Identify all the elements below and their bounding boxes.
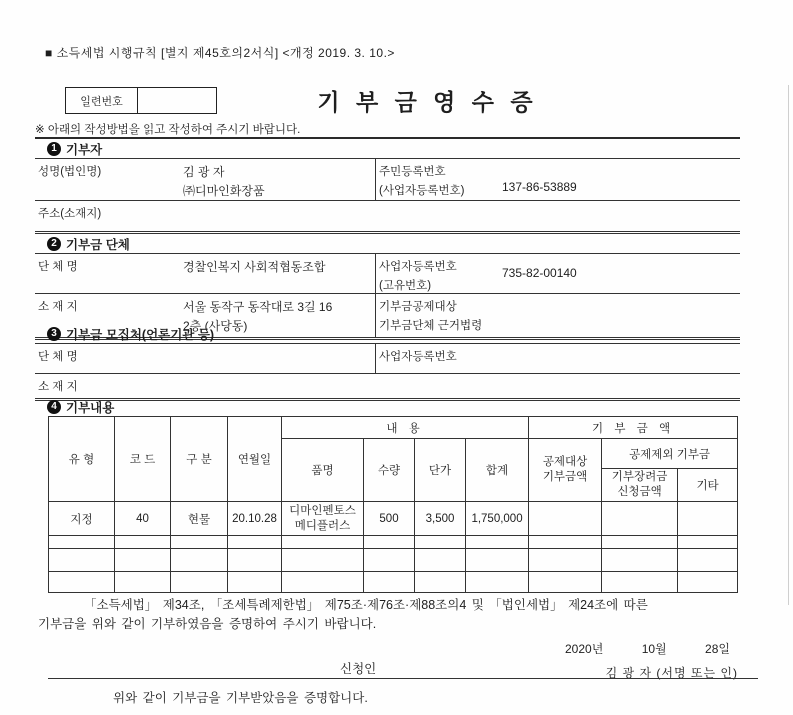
cell-total: [466, 549, 529, 572]
cell-date: [228, 572, 282, 593]
statement-line-1: 「소득세법」 제34조, 「조세특례제한법」 제75조·제76조·제88조의4 및 「법인세법」 제24조에 따른: [84, 598, 648, 612]
organization-name-label: 단 체 명: [38, 261, 78, 273]
cell-total: [466, 572, 529, 593]
cell-type: [49, 536, 115, 549]
col-header-other: 기타: [678, 469, 738, 502]
section-collector-header: [35, 324, 740, 343]
organization-biz-number-label: 사업자등록번호 (고유번호): [379, 261, 457, 292]
section-2-number-icon: 2: [47, 237, 61, 251]
donor-name-value: [183, 159, 265, 200]
donor-reg-number-label: 주민등록번호 (사업자등록번호): [379, 166, 465, 197]
collector-address-label: 소 재 지: [38, 381, 78, 393]
cell-item: [282, 572, 364, 593]
cell-incentive: [602, 536, 678, 549]
section-donor-title: 기부자: [66, 143, 103, 157]
cell-unit-price: 3,500: [415, 502, 466, 536]
col-header-content-group: 내 용: [282, 417, 529, 439]
cell-date: [228, 549, 282, 572]
document-date: [565, 640, 730, 657]
section-3-number-icon: 3: [47, 327, 61, 341]
date-year: 2020년: [565, 642, 604, 656]
cell-deductible: [529, 572, 602, 593]
section-1-number-icon: 1: [47, 142, 61, 156]
col-header-item: 품명: [282, 439, 364, 502]
cell-other: [678, 536, 738, 549]
organization-biz-number-value: 735-82-00140: [502, 266, 577, 280]
cell-quantity: 500: [364, 502, 415, 536]
cell-category: 현물: [171, 502, 228, 536]
section-organization-title: 기부금 단체: [66, 238, 130, 252]
col-header-total: 합계: [466, 439, 529, 502]
section-organization-header: [35, 234, 740, 253]
statement-line-2: 기부금을 위와 같이 기부하였음을 증명하여 주시기 바랍니다.: [38, 616, 377, 631]
collector-biz-number-label: 사업자등록번호: [379, 351, 457, 363]
cell-category: [171, 536, 228, 549]
collector-name-label: 단 체 명: [38, 351, 78, 363]
donor-name-label: 성명(법인명): [38, 166, 102, 178]
section-4-number-icon: 4: [47, 400, 61, 414]
cell-quantity: [364, 549, 415, 572]
section-donor-header: [35, 139, 740, 158]
cell-category: [171, 549, 228, 572]
serial-number-box: [65, 87, 217, 114]
cell-deductible: [529, 502, 602, 536]
cell-deductible: [529, 536, 602, 549]
instruction-note: ※ 아래의 작성방법을 읽고 작성하여 주시기 바랍니다.: [35, 124, 301, 136]
applicant-label: 신청인: [340, 662, 377, 676]
cell-unit-price: [415, 572, 466, 593]
section-collector-title: 기부금 모집처(언론기관 등): [66, 328, 215, 342]
organization-address-label: 소 재 지: [38, 301, 78, 313]
cell-item: 디마인펜토스 메디플러스: [282, 502, 364, 536]
donor-reg-number-value: 137-86-53889: [502, 180, 577, 194]
cell-code: 40: [115, 502, 171, 536]
donor-name-line1: 김 광 자: [183, 165, 225, 179]
organization-name-row: [35, 253, 740, 293]
col-header-type: 유 형: [49, 417, 115, 502]
cell-total: [466, 536, 529, 549]
organization-address-line1: 서울 동작구 동작대로 3길 16: [183, 300, 333, 314]
collector-address-row: [35, 373, 740, 398]
date-month: 10월: [641, 642, 667, 656]
cell-other: [678, 549, 738, 572]
col-header-category: 구 분: [171, 417, 228, 502]
col-header-quantity: 수량: [364, 439, 415, 502]
section-details: [35, 397, 740, 593]
col-header-date: 연월일: [228, 417, 282, 502]
certification-statement: [38, 596, 740, 633]
section-details-title: 기부내용: [66, 401, 115, 415]
cell-quantity: [364, 572, 415, 593]
serial-number-value: [138, 88, 216, 113]
cell-total: 1,750,000: [466, 502, 529, 536]
cell-unit-price: [415, 536, 466, 549]
cell-other: [678, 572, 738, 593]
cell-type: [49, 549, 115, 572]
regulation-line: ■ 소득세법 시행규칙 [별지 제45호의2서식] <개정 2019. 3. 10.>: [45, 46, 395, 60]
cell-category: [171, 572, 228, 593]
cell-other: [678, 502, 738, 536]
applicant-signature-name: 김 광 자 (서명 또는 인): [605, 666, 738, 680]
cell-date: 20.10.28: [228, 502, 282, 536]
donor-name-row: [35, 158, 740, 200]
organization-name-value: 경찰인복지 사회적협동조합: [183, 260, 326, 274]
cell-code: [115, 572, 171, 593]
organization-law-label: 기부금공제대상 기부금단체 근거법령: [379, 301, 483, 332]
cell-type: 지정: [49, 502, 115, 536]
signature-divider-line: [48, 678, 758, 679]
cell-incentive: [602, 502, 678, 536]
donor-address-row: [35, 200, 740, 231]
date-day: 28일: [705, 642, 730, 656]
donation-details-table: [48, 416, 738, 593]
col-header-deductible: 공제대상 기부금액: [529, 439, 602, 502]
cell-deductible: [529, 549, 602, 572]
table-header-row-1: [49, 417, 738, 439]
table-row: [49, 549, 738, 572]
cell-item: [282, 536, 364, 549]
cell-quantity: [364, 536, 415, 549]
col-header-amount-group: 기 부 금 액: [529, 417, 738, 439]
col-header-incentive: 기부장려금 신청금액: [602, 469, 678, 502]
cell-type: [49, 572, 115, 593]
col-header-excluded-group: 공제제외 기부금: [602, 439, 738, 469]
table-row: [49, 572, 738, 593]
col-header-code: 코 드: [115, 417, 171, 502]
organization-address-line2: 2층 (사당동): [183, 319, 248, 333]
receipt-certify-statement: 위와 같이 기부금을 기부받았음을 증명합니다.: [113, 691, 368, 705]
donor-address-label: 주소(소재지): [38, 208, 102, 220]
scan-edge-line: [788, 85, 789, 605]
collector-name-row: [35, 343, 740, 373]
table-row: [49, 536, 738, 549]
cell-code: [115, 549, 171, 572]
cell-incentive: [602, 572, 678, 593]
col-header-unit-price: 단가: [415, 439, 466, 502]
serial-number-label: 일련번호: [66, 88, 138, 113]
cell-code: [115, 536, 171, 549]
section-details-header: [35, 397, 740, 416]
donor-name-line2: ㈜디마인화장품: [183, 184, 265, 198]
cell-unit-price: [415, 549, 466, 572]
cell-item: [282, 549, 364, 572]
section-donor: [35, 137, 740, 234]
cell-incentive: [602, 549, 678, 572]
page-title: 기 부 금 영 수 증: [317, 89, 538, 115]
cell-date: [228, 536, 282, 549]
table-row: [49, 502, 738, 536]
section-collector: [35, 324, 740, 401]
